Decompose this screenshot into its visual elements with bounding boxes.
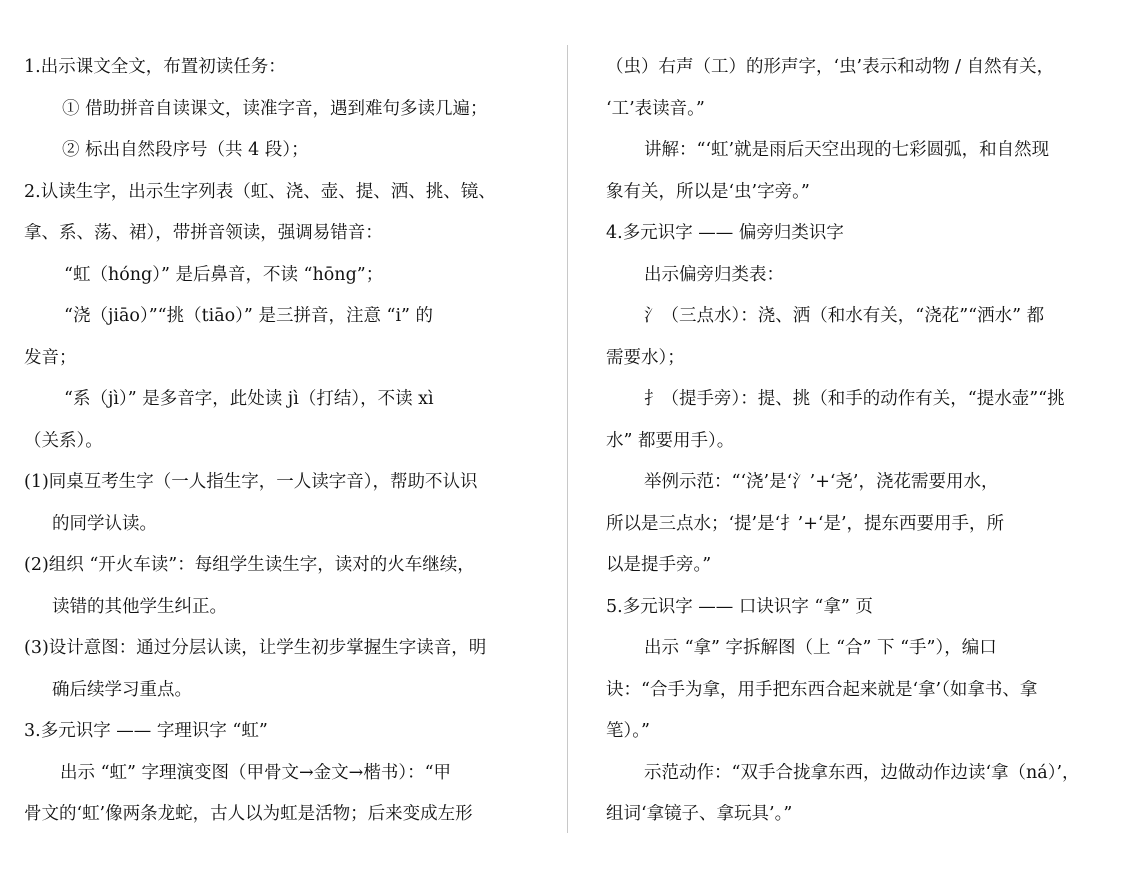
- text-line: 拿、系、荡、裙），带拼音领读，强调易错音：: [24, 223, 383, 243]
- text-line: 示范动作：“双手合拢拿东西，边做动作边读‘拿（ná）’，: [644, 762, 1080, 783]
- text-line: 水” 都要用手）。: [606, 430, 735, 451]
- text-line: “系（jì）” 是多音字，此处读 jì（打结），不读 xì: [64, 389, 434, 409]
- text-line: 确后续学习重点。: [52, 679, 192, 700]
- text-line: 以是提手旁。”: [606, 555, 712, 575]
- text-line: 笔）。”: [606, 721, 650, 741]
- text-line: (3)设计意图：通过分层认读，让学生初步掌握生字读音，明: [24, 638, 487, 658]
- text-line: （虫）右声（工）的形声字，‘虫’表示和动物 / 自然有关，: [606, 57, 1055, 77]
- text-line: 出示 “拿” 字拆解图（上 “合” 下 “手”），编口: [644, 638, 997, 658]
- text-line: 象有关，所以是‘虫’字旁。”: [606, 181, 810, 202]
- text-line: 所以是三点水；‘提’是‘扌’+‘是’，提东西要用手，所: [606, 513, 1005, 534]
- text-line: 举例示范：“‘浇’是‘氵’+‘尧’，浇花需要用水，: [644, 472, 999, 492]
- text-line: ‘工’表读音。”: [606, 98, 705, 119]
- text-line: 氵（三点水）：浇、洒（和水有关，“浇花”“洒水” 都: [644, 306, 1045, 326]
- text-line: 发音；: [24, 347, 77, 368]
- text-line: 5.多元识字 —— 口诀识字 “拿” 页: [606, 596, 873, 617]
- text-line: 骨文的‘虹’像两条龙蛇，古人以为虹是活物；后来变成左形: [24, 804, 473, 824]
- text-line: 出示偏旁归类表：: [644, 264, 784, 285]
- text-line: ② 标出自然段序号（共 4 段）；: [62, 140, 309, 160]
- text-line: 1.出示课文全文，布置初读任务：: [24, 57, 286, 77]
- column-divider: [567, 45, 568, 833]
- text-line: 3.多元识字 —— 字理识字 “虹”: [24, 721, 268, 741]
- text-line: 诀：“合手为拿，用手把东西合起来就是‘拿’（如拿书、拿: [606, 679, 1038, 700]
- right-column: [606, 47, 1111, 836]
- text-line: 出示 “虹” 字理演变图（甲骨文→金文→楷书）：“甲: [60, 762, 452, 783]
- text-line: “虹（hóng）” 是后鼻音，不读 “hōng”；: [64, 264, 384, 285]
- text-line: (1)同桌互考生字（一人指生字，一人读字音），帮助不认识: [24, 472, 478, 492]
- text-line: 扌（提手旁）：提、挑（和手的动作有关，“提水壶”“挑: [644, 389, 1065, 409]
- text-line: 2.认读生字，出示生字列表（虹、浇、壶、提、洒、挑、镜、: [24, 181, 496, 202]
- text-line: (2)组织 “开火车读”：每组学生读生字，读对的火车继续，: [24, 555, 475, 575]
- text-line: 讲解：“‘虹’就是雨后天空出现的七彩圆弧，和自然现: [644, 140, 1050, 160]
- text-line: 的同学认读。: [52, 513, 157, 534]
- text-line: 组词‘拿镜子、拿玩具’。”: [606, 804, 793, 824]
- text-line: ① 借助拼音自读课文，读准字音，遇到难句多读几遍；: [62, 98, 488, 119]
- left-column: [24, 47, 529, 836]
- text-line: （关系）。: [24, 430, 103, 451]
- text-line: 4.多元识字 —— 偏旁归类识字: [606, 223, 844, 243]
- text-line: 读错的其他学生纠正。: [52, 596, 227, 617]
- text-line: 需要水）；: [606, 347, 685, 368]
- text-line: “浇（jiāo）”“挑（tiāo）” 是三拼音，注意 “i” 的: [64, 306, 434, 326]
